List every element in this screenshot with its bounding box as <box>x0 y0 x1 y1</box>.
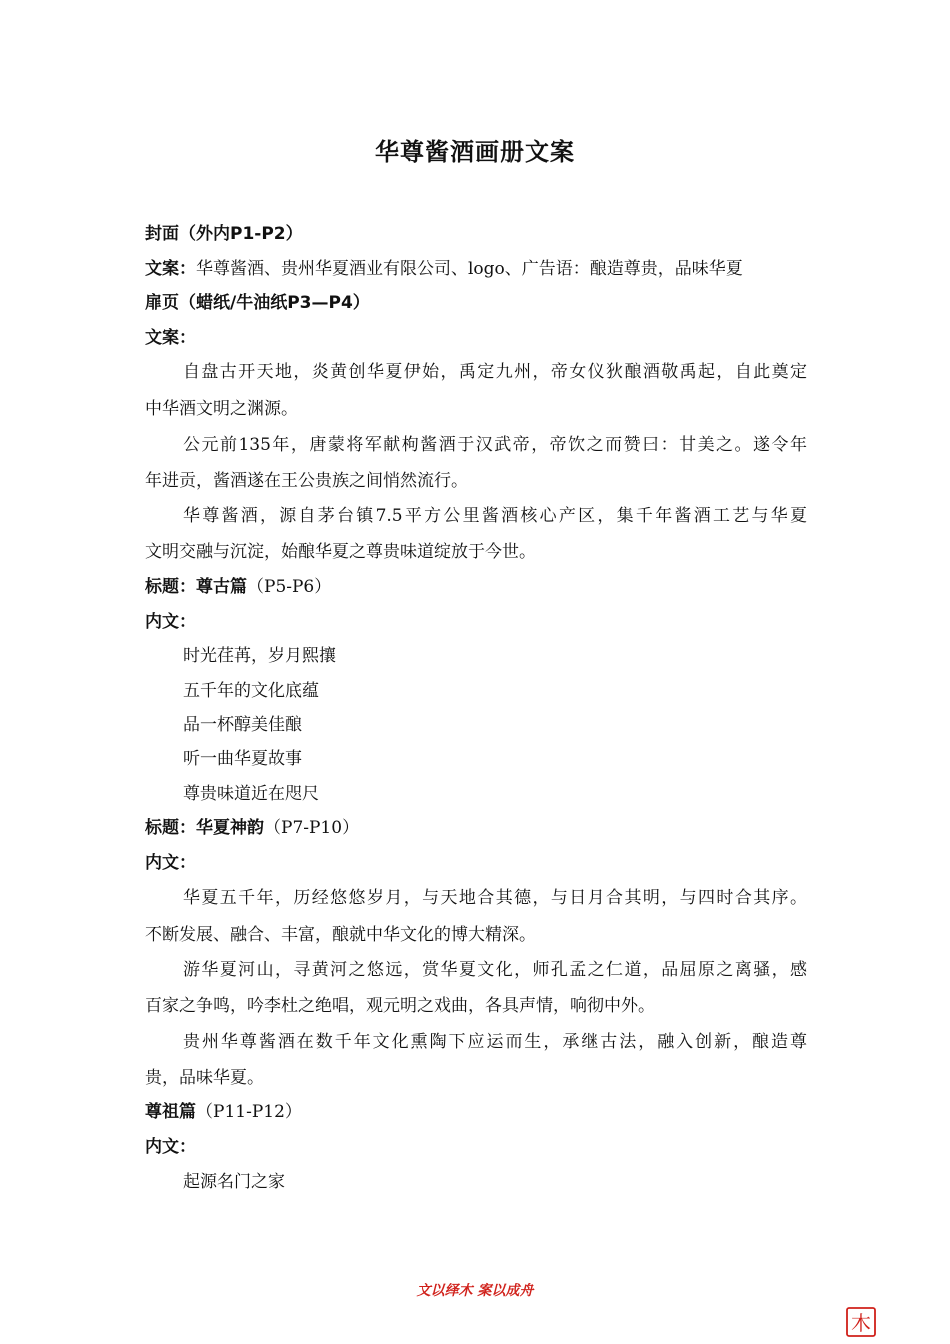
flyleaf-paragraph-3-line-2: 文明交融与沉淀，始酿华夏之尊贵味道绽放于今世。 <box>145 542 536 562</box>
section-2-paragraph-1-line-1: 华夏五千年，历经悠悠岁月，与天地合其德，与日月合其明，与四时合其序。 <box>183 888 807 908</box>
flyleaf-paragraph-3-line-1: 华尊酱酒，源自茅台镇7.5平方公里酱酒核心产区，集千年酱酒工艺与华夏 <box>183 506 807 526</box>
section-1-label: 内文： <box>145 612 196 632</box>
cover-heading: 封面（外内P1-P2） <box>145 224 303 244</box>
section-2-paragraph-3-line-1: 贵州华尊酱酒在数千年文化熏陶下应运而生，承继古法，融入创新，酿造尊 <box>183 1032 807 1052</box>
section-2-paragraph-2-line-1: 游华夏河山，寻黄河之悠远，赏华夏文化，师孔孟之仁道，品屈原之离骚，感 <box>183 960 807 980</box>
section-2-heading <box>145 816 359 840</box>
section-2-paragraph-1-line-2: 不断发展、融合、丰富，酿就中华文化的博大精深。 <box>145 925 536 945</box>
section-2-title: 标题：华夏神韵 <box>145 818 264 838</box>
section-1-line: 听一曲华夏故事 <box>183 749 302 769</box>
section-2-pages: （P7-P10） <box>264 818 360 838</box>
section-1-line: 五千年的文化底蕴 <box>183 681 319 701</box>
section-3-title: 尊祖篇 <box>145 1102 196 1122</box>
section-3-line: 起源名门之家 <box>183 1172 285 1192</box>
flyleaf-paragraph-1-line-2: 中华酒文明之渊源。 <box>145 399 298 419</box>
section-3-pages: （P11-P12） <box>196 1102 302 1122</box>
section-3-heading <box>145 1100 302 1124</box>
cover-text: 华尊酱酒、贵州华夏酒业有限公司、logo、广告语：酿造尊贵，品味华夏 <box>196 259 743 279</box>
flyleaf-paragraph-1-line-1: 自盘古开天地，炎黄创华夏伊始，禹定九州，帝女仪狄酿酒敬禹起，自此奠定 <box>183 362 807 382</box>
footer-slogan: 文以绎木 案以成舟 <box>416 1283 534 1299</box>
cover-label: 文案： <box>145 259 196 279</box>
section-1-title: 标题：尊古篇 <box>145 577 247 597</box>
seal-text: 木 <box>851 1311 871 1335</box>
section-1-pages: （P5-P6） <box>247 577 332 597</box>
section-2-label: 内文： <box>145 853 196 873</box>
section-1-line: 尊贵味道近在咫尺 <box>183 784 319 804</box>
seal-logo <box>843 1304 879 1340</box>
section-2-paragraph-3-line-2: 贵，品味华夏。 <box>145 1068 264 1088</box>
flyleaf-paragraph-2-line-2: 年进贡，酱酒遂在王公贵族之间悄然流行。 <box>145 471 468 491</box>
cover-copy <box>145 257 743 281</box>
flyleaf-paragraph-2-line-1: 公元前135年，唐蒙将军献枸酱酒于汉武帝，帝饮之而赞曰：甘美之。遂令年 <box>183 435 807 455</box>
section-1-heading <box>145 575 331 599</box>
section-1-line: 时光荏苒，岁月熙攘 <box>183 646 336 666</box>
flyleaf-label: 文案： <box>145 328 196 348</box>
section-2-paragraph-2-line-2: 百家之争鸣，吟李杜之绝唱，观元明之戏曲，各具声情，响彻中外。 <box>145 996 655 1016</box>
flyleaf-heading: 扉页（蜡纸/牛油纸P3—P4） <box>145 293 370 313</box>
page-title: 华尊酱酒画册文案 <box>375 138 575 166</box>
section-1-line: 品一杯醇美佳酿 <box>183 715 302 735</box>
section-3-label: 内文： <box>145 1137 196 1157</box>
